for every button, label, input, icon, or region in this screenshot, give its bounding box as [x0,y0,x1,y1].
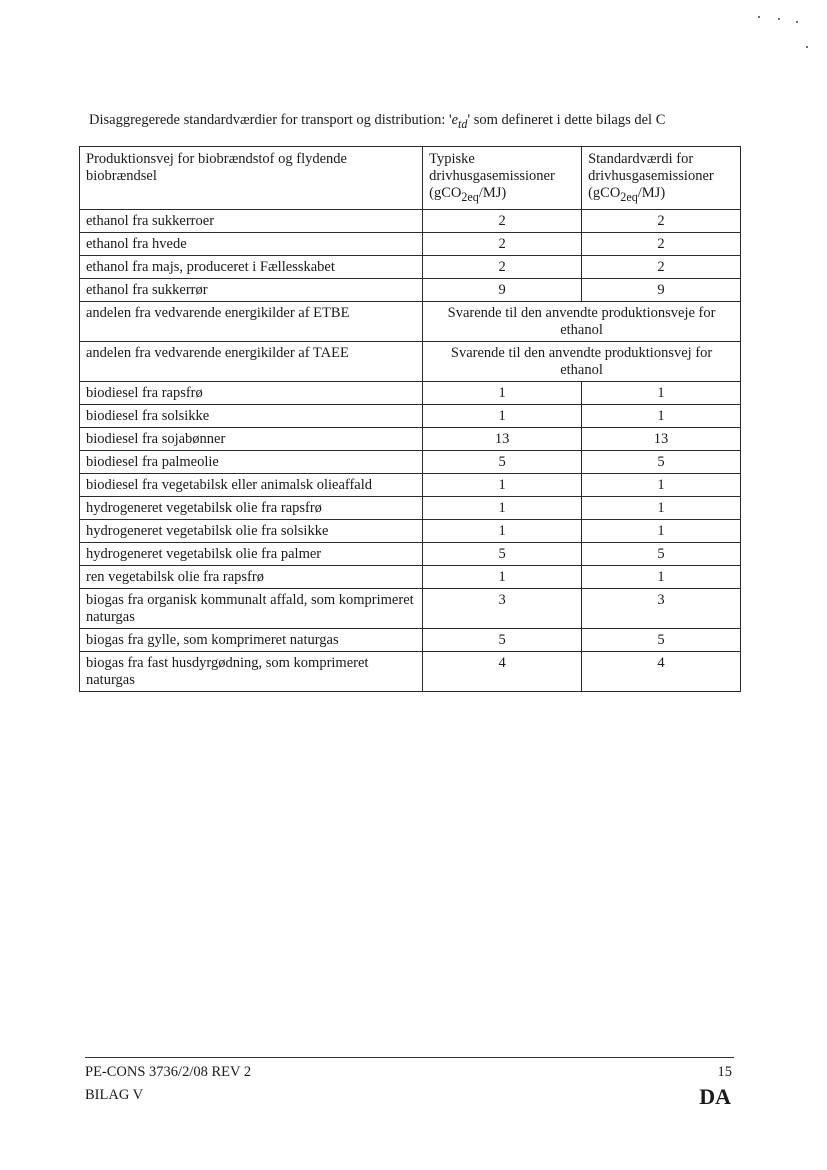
table-row [80,519,741,542]
footer-rule [85,1057,734,1058]
table-header-row [80,147,741,210]
production-path-cell: biogas fra organisk kommunalt affald, som komprimeret naturgas [80,588,423,628]
default-value-cell: 13 [582,427,741,450]
table-row [80,232,741,255]
table-row [80,473,741,496]
typical-value-cell: 5 [423,450,582,473]
default-value-cell: 1 [582,565,741,588]
typical-value-cell: 2 [423,255,582,278]
typical-value-cell: 1 [423,519,582,542]
default-value-cell: 5 [582,542,741,565]
merged-value-cell: Svarende til den anvendte produktionsvej for ethanol [423,341,741,381]
default-value-cell: 1 [582,404,741,427]
default-value-cell: 2 [582,255,741,278]
symbol-subscript: td [458,116,468,131]
typical-value-cell: 1 [423,404,582,427]
production-path-cell: hydrogeneret vegetabilsk olie fra solsikke [80,519,423,542]
production-path-cell: ren vegetabilsk olie fra rapsfrø [80,565,423,588]
table-row [80,450,741,473]
typical-value-cell: 1 [423,496,582,519]
typical-value-cell: 5 [423,628,582,651]
default-values-table [79,146,741,692]
default-value-cell: 4 [582,651,741,691]
table-row [80,209,741,232]
header-production-path: Produktionsvej for biobrændstof og flydende biobrændsel [80,147,423,210]
default-value-cell: 5 [582,450,741,473]
production-path-cell: hydrogeneret vegetabilsk olie fra palmer [80,542,423,565]
default-value-cell: 1 [582,496,741,519]
typical-value-cell: 2 [423,232,582,255]
production-path-cell: biogas fra fast husdyrgødning, som komprimeret naturgas [80,651,423,691]
typical-value-cell: 1 [423,565,582,588]
default-value-cell: 2 [582,232,741,255]
production-path-cell: biodiesel fra rapsfrø [80,381,423,404]
typical-value-cell: 13 [423,427,582,450]
annex-label: BILAG V [85,1087,144,1103]
typical-value-cell: 1 [423,473,582,496]
page-number: 15 [717,1064,732,1080]
header-typical-emissions: Typiske drivhusgasemissioner (gCO$_{2eq}$/MJ) [423,147,582,210]
table-row [80,427,741,450]
merged-value-cell: Svarende til den anvendte produktionsveje for ethanol [423,301,741,341]
production-path-cell: ethanol fra majs, produceret i Fællesskabet [80,255,423,278]
table-caption: Disaggregerede standardværdier for transport og distribution: '$e_{td}$' som defineret i dette bilags del C [89,112,666,131]
table-row [80,301,741,341]
default-value-cell: 3 [582,588,741,628]
table-row [80,255,741,278]
table-row [80,542,741,565]
production-path-cell: biogas fra gylle, som komprimeret naturgas [80,628,423,651]
default-value-cell: 9 [582,278,741,301]
typical-value-cell: 9 [423,278,582,301]
table-row [80,628,741,651]
table-row [80,651,741,691]
symbol-e: e [451,112,459,128]
table-row [80,588,741,628]
typical-value-cell: 4 [423,651,582,691]
default-value-cell: 1 [582,519,741,542]
production-path-cell: ethanol fra sukkerrør [80,278,423,301]
scan-specks [756,12,816,52]
typical-value-cell: 5 [423,542,582,565]
default-value-cell: 5 [582,628,741,651]
production-path-cell: andelen fra vedvarende energikilder af ETBE [80,301,423,341]
table-row [80,381,741,404]
default-value-cell: 1 [582,381,741,404]
typical-value-cell: 1 [423,381,582,404]
table-row [80,278,741,301]
production-path-cell: ethanol fra hvede [80,232,423,255]
production-path-cell: ethanol fra sukkerroer [80,209,423,232]
production-path-cell: biodiesel fra palmeolie [80,450,423,473]
typical-value-cell: 2 [423,209,582,232]
production-path-cell: biodiesel fra solsikke [80,404,423,427]
production-path-cell: biodiesel fra sojabønner [80,427,423,450]
default-value-cell: 2 [582,209,741,232]
typical-value-cell: 3 [423,588,582,628]
table-row [80,404,741,427]
table-row [80,496,741,519]
production-path-cell: andelen fra vedvarende energikilder af TAEE [80,341,423,381]
table-row [80,565,741,588]
header-default-emissions: Standardværdi for drivhusgasemissioner (gCO$_{2eq}$/MJ) [582,147,741,210]
production-path-cell: hydrogeneret vegetabilsk olie fra rapsfrø [80,496,423,519]
table-row [80,341,741,381]
production-path-cell: biodiesel fra vegetabilsk eller animalsk olieaffald [80,473,423,496]
language-code: DA [699,1084,731,1109]
default-value-cell: 1 [582,473,741,496]
document-reference: PE-CONS 3736/2/08 REV 2 [85,1064,252,1080]
